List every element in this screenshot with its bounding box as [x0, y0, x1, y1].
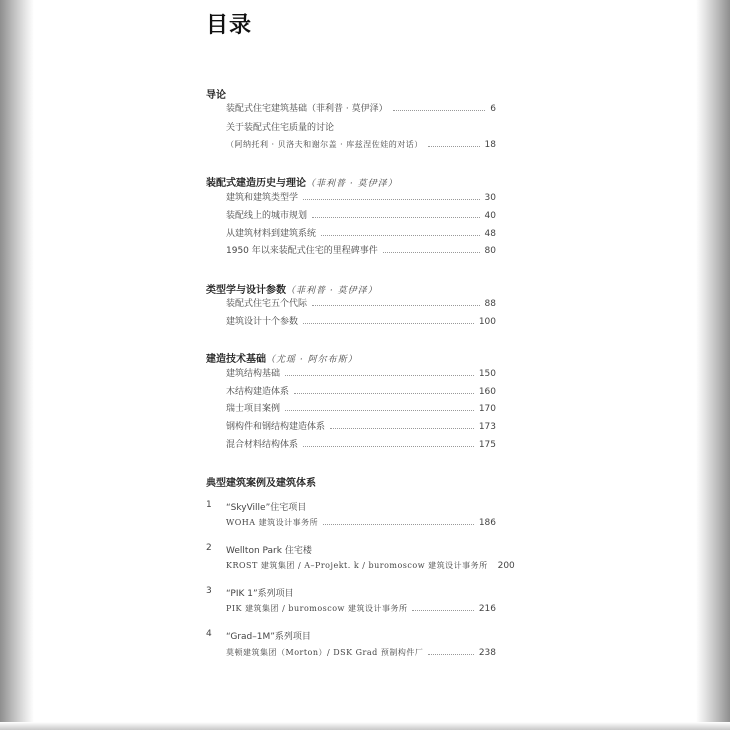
toc-entry-label: PIK 建筑集团 / buromoscow 建筑设计事务所 [226, 604, 408, 613]
case-number: 4 [206, 629, 212, 639]
leader-dots [323, 524, 474, 525]
toc-entry[interactable] [226, 137, 496, 150]
toc-entry-label: 1950 年以来装配式住宅的里程碑事件 [226, 246, 378, 256]
toc-entry-page: 150 [478, 369, 496, 379]
page-shadow-right [696, 0, 730, 730]
toc-entry-page: 100 [478, 317, 496, 327]
section-heading-typology [206, 281, 378, 296]
page-title: 目录 [206, 13, 253, 38]
toc-entry-label: （阿纳托利 · 贝洛夫和谢尔盖 · 库兹涅佐娃的对话） [226, 140, 423, 149]
toc-entry-label: 从建筑材料到建筑系统 [226, 229, 317, 239]
toc-entry[interactable] [226, 384, 496, 397]
leader-dots [303, 199, 480, 200]
toc-entry-page: 186 [478, 518, 496, 528]
section-author: （菲利普 · 莫伊泽） [286, 286, 378, 296]
toc-entry-page: 160 [478, 387, 496, 397]
toc-entry-label: 装配式住宅建筑基础（菲利普 · 莫伊泽） [226, 104, 388, 114]
toc-entry[interactable] [226, 401, 496, 414]
leader-dots [412, 610, 473, 611]
leader-dots [383, 252, 480, 253]
leader-dots [330, 428, 474, 429]
section-author: （菲利普 · 莫伊泽） [306, 179, 398, 189]
toc-entry-label: WOHA 建筑设计事务所 [226, 518, 319, 527]
leader-dots [428, 146, 480, 147]
case-number: 1 [206, 500, 212, 510]
toc-entry[interactable] [226, 366, 496, 379]
toc-entry-label: 钢构件和钢结构建造体系 [226, 422, 326, 432]
leader-dots [312, 305, 480, 306]
toc-entry[interactable] [226, 601, 496, 614]
toc-entry-label: KROST 建筑集团 / A–Projekt. k / buromoscow 建筑设计事务所 [226, 561, 488, 570]
toc-entry-page: 6 [490, 104, 496, 114]
toc-entry-page: 238 [478, 648, 496, 658]
case-title: “Grad–1M”系列项目 [226, 632, 311, 642]
section-heading-cases [206, 474, 316, 489]
section-author: （尤瑶 · 阿尔布斯） [266, 355, 358, 365]
section-heading-text: 典型建筑案例及建筑体系 [206, 478, 316, 489]
toc-entry[interactable] [226, 190, 496, 203]
toc-entry[interactable] [226, 437, 496, 450]
toc-entry-label: 木结构建造体系 [226, 387, 290, 397]
leader-dots [294, 393, 474, 394]
case-title: “PIK 1”系列项目 [226, 589, 294, 599]
case-number: 2 [206, 543, 212, 553]
section-heading-text: 装配式建造历史与理论 [206, 178, 306, 189]
section-heading-intro [206, 86, 226, 101]
toc-entry[interactable] [226, 208, 496, 221]
section-heading-text: 导论 [206, 90, 226, 101]
toc-entry-label: 瑞士项目案例 [226, 404, 281, 414]
case-number: 3 [206, 586, 212, 596]
page-shadow-bottom [0, 722, 730, 730]
section-heading-technology [206, 350, 358, 365]
toc-entry-page: 170 [478, 404, 496, 414]
leader-dots [285, 375, 474, 376]
toc-entry-page: 48 [484, 229, 496, 239]
case-title: Wellton Park 住宅楼 [226, 546, 312, 556]
leader-dots [428, 654, 473, 655]
leader-dots [303, 323, 474, 324]
toc-entry[interactable] [226, 120, 496, 133]
toc-entry[interactable] [226, 314, 496, 327]
toc-entry[interactable] [226, 515, 496, 528]
toc-entry-page: 40 [484, 211, 496, 221]
leader-dots [393, 110, 486, 111]
toc-entry-label: 建筑和建筑类型学 [226, 193, 299, 203]
section-heading-text: 建造技术基础 [206, 354, 266, 365]
toc-entry-label: 建筑结构基础 [226, 369, 281, 379]
toc-entry-page: 173 [478, 422, 496, 432]
toc-entry-page: 18 [484, 140, 496, 150]
toc-entry-page: 88 [484, 299, 496, 309]
toc-entry-page: 80 [484, 246, 496, 256]
leader-dots [321, 235, 480, 236]
toc-entry-label: 关于装配式住宅质量的讨论 [226, 123, 335, 133]
toc-entry[interactable] [226, 419, 496, 432]
toc-entry-page: 216 [478, 604, 496, 614]
toc-entry-page: 200 [497, 561, 515, 571]
toc-entry-label: 建筑设计十个参数 [226, 317, 299, 327]
section-heading-text: 类型学与设计参数 [206, 285, 286, 296]
toc-entry[interactable] [226, 558, 515, 571]
leader-dots [312, 217, 480, 218]
toc-entry-label: 莫顿建筑集团（Morton）/ DSK Grad 预制构件厂 [226, 648, 424, 657]
leader-dots [285, 410, 474, 411]
toc-entry[interactable] [226, 226, 496, 239]
toc-entry-label: 混合材料结构体系 [226, 440, 299, 450]
toc-entry[interactable] [226, 296, 496, 309]
toc-entry[interactable] [226, 101, 496, 114]
toc-entry-label: 装配线上的城市规划 [226, 211, 308, 221]
leader-dots [303, 446, 474, 447]
page-shadow-left [0, 0, 34, 730]
section-heading-history [206, 174, 398, 189]
toc-entry[interactable] [226, 243, 496, 256]
toc-entry-label: 装配式住宅五个代际 [226, 299, 308, 309]
toc-entry[interactable] [226, 645, 496, 658]
toc-entry-page: 175 [478, 440, 496, 450]
toc-entry-page: 30 [484, 193, 496, 203]
case-title: “SkyVille”住宅项目 [226, 503, 307, 513]
